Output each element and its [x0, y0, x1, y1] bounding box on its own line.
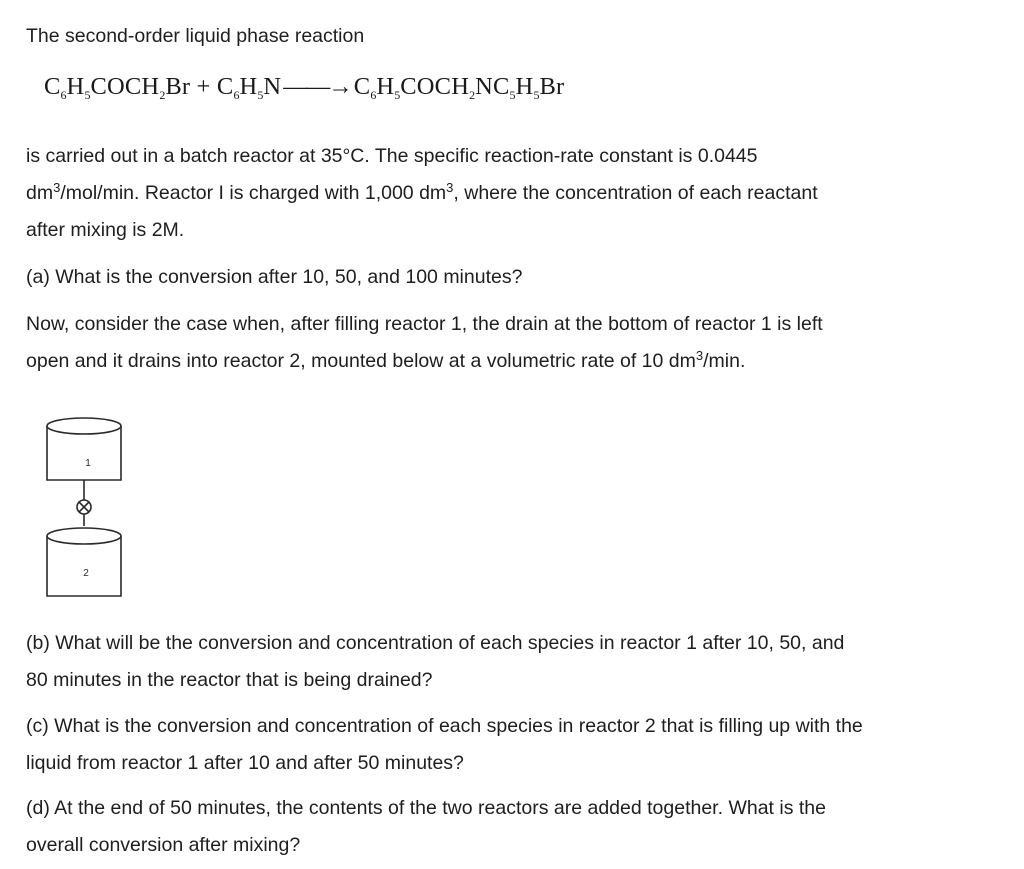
question-d-line-1: (d) At the end of 50 minutes, the contents of the two reactors are added together. What is the [26, 797, 826, 819]
drain-text-line-1: Now, consider the case when, after filling reactor 1, the drain at the bottom of reactor 1 is left [26, 313, 823, 335]
question-d-line-2: overall conversion after mixing? [26, 834, 301, 856]
description-line-2: $dm^3/mol/\min$. Reactor I is charged with 1,000 $dm^3$, where the concentration of each reactant [26, 180, 818, 204]
reactor-diagram [40, 410, 140, 610]
question-b-line-2: 80 minutes in the reactor that is being drained? [26, 669, 433, 691]
reactor-2 [47, 528, 121, 596]
description-line-3: after mixing is 2M. [26, 219, 185, 241]
product: $C_6H_5COCH_2NC_5H_5Br$ [353, 73, 565, 102]
drain-text-line-2: open and it drains into reactor 2, mounted below at a volumetric rate of 10 $dm^3/\min$. [26, 348, 746, 372]
reactor-1-label: 1 [85, 458, 91, 469]
question-a: (a) What is the conversion after 10, 50, and 100 minutes? [26, 266, 523, 288]
description-line-1: is carried out in a batch reactor at 35°C. The specific reaction-rate constant is 0.0445 [26, 145, 758, 167]
reaction-arrow: ——→ [283, 73, 351, 100]
reactor-2-label: 2 [83, 568, 89, 579]
reactor-1 [47, 418, 121, 480]
reactant-2: $C_6H_5N$ [216, 73, 282, 102]
question-c-line-1: (c) What is the conversion and concentration of each species in reactor 2 that is filling up with the [26, 715, 863, 737]
plus-sign: + [190, 73, 217, 100]
reaction-equation [44, 73, 564, 101]
reactant-1: $C_6H_5COCH_2Br$ [44, 73, 191, 102]
question-c-line-2: liquid from reactor 1 after 10 and after 50 minutes? [26, 752, 464, 774]
question-b-line-1: (b) What will be the conversion and concentration of each species in reactor 1 after 10, 50, and [26, 632, 845, 654]
intro-text: The second-order liquid phase reaction [26, 25, 365, 47]
valve-icon [77, 500, 91, 514]
